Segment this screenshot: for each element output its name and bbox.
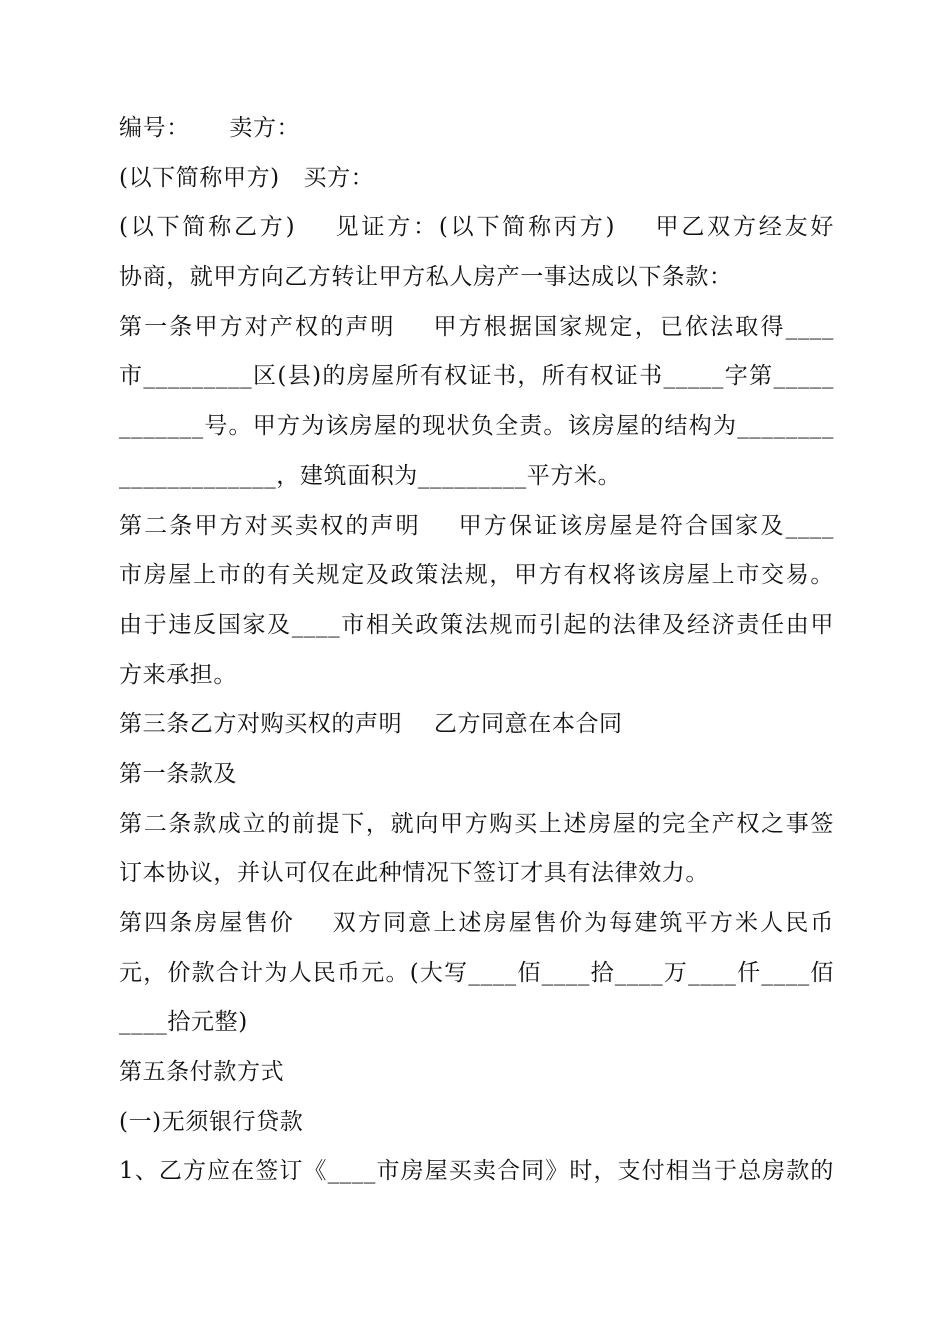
text-line-article3: 第三条乙方对购买权的声明 乙方同意在本合同 bbox=[119, 711, 623, 738]
text-line-article2: 第二条甲方对买卖权的声明 甲方保证该房屋是符合国家及____ bbox=[119, 512, 834, 539]
text-line-article3-cont2: 第二条款成立的前提下，就向甲方购买上述房屋的完全产权之事签 bbox=[119, 810, 834, 837]
text-line-article1: 第一条甲方对产权的声明 甲方根据国家规定，已依法取得____ bbox=[119, 313, 834, 340]
text-line-article4-cont2: ____拾元整) bbox=[119, 1009, 248, 1036]
text-line-seller: 编号： 卖方： bbox=[119, 115, 301, 141]
text-line-agreement: 协商，就甲方向乙方转让甲方私人房产一事达成以下条款： bbox=[119, 264, 733, 291]
text-line-article3-cont3: 订本协议，并认可仅在此种情况下签订才具有法律效力。 bbox=[119, 860, 709, 887]
text-line-article4: 第四条房屋售价 双方同意上述房屋售价为每建筑平方米人民币 bbox=[119, 910, 834, 936]
text-line-article5-sub1: (一)无须银行贷款 bbox=[119, 1108, 304, 1135]
text-line-buyer: (以下简称甲方) 买方： bbox=[119, 164, 375, 191]
text-line-witness: (以下简称乙方) 见证方：(以下简称丙方) 甲乙双方经友好 bbox=[119, 214, 834, 241]
text-line-article2-cont3: 方来承担。 bbox=[119, 661, 237, 688]
text-line-article2-cont2: 由于违反国家及____市相关政策法规而引起的法律及经济责任由甲 bbox=[119, 611, 834, 638]
text-line-article1-cont3: _____________，建筑面积为_________平方米。 bbox=[119, 462, 622, 489]
contract-body bbox=[119, 104, 834, 1197]
text-line-article3-cont1: 第一条款及 bbox=[119, 760, 237, 787]
text-line-article5: 第五条付款方式 bbox=[119, 1059, 285, 1086]
text-line-article2-cont1: 市房屋上市的有关规定及政策法规，甲方有权将该房屋上市交易。 bbox=[119, 562, 834, 589]
text-line-article4-cont1: 元，价款合计为人民币元。(大写____佰____拾____万____仟____佰 bbox=[119, 959, 834, 986]
text-line-article1-cont2: _______号。甲方为该房屋的现状负全责。该房屋的结构为________ bbox=[119, 413, 834, 440]
text-line-article1-cont1: 市_________区(县)的房屋所有权证书，所有权证书_____字第_____ bbox=[119, 363, 834, 390]
text-line-article5-item1: 1、乙方应在签订《____市房屋买卖合同》时，支付相当于总房款的 bbox=[119, 1158, 834, 1185]
